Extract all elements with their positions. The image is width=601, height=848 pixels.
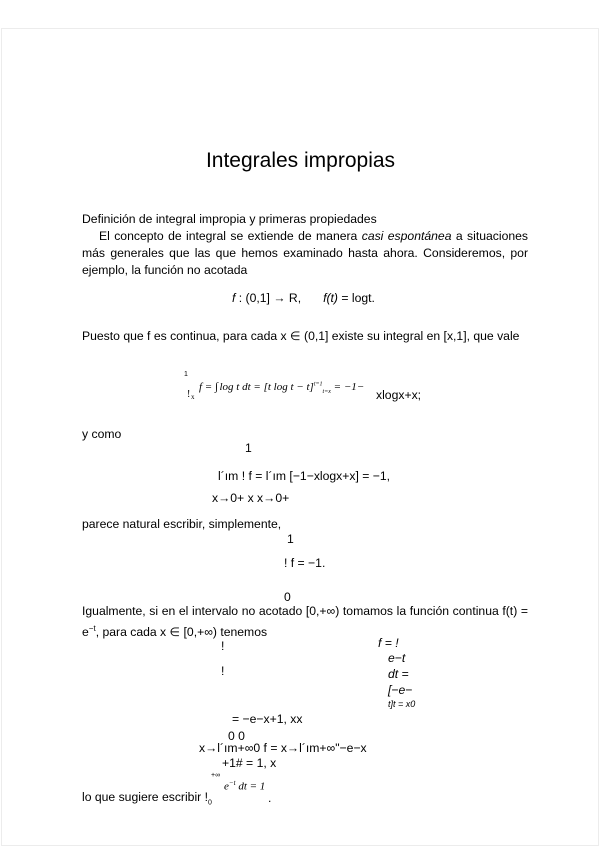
eq5-bang2: ! [221,664,225,678]
p4-text-b: , para cada x ∈ [0,+∞) tenemos [95,625,268,640]
eq3-sub: x→0+ x x→0+ [212,491,290,505]
eq2-tail: xlogx+x; [376,388,422,402]
last-int-e: e [224,780,229,793]
eq1-ft: f(t) [323,291,338,305]
equation-function-def [232,291,375,306]
eq4-bottom: 0 [284,590,291,604]
eq1-domain: : (0,1] → R, [235,291,302,305]
eq4-main: ! f = −1. [284,556,326,570]
eq5-line3: x→l´ım+∞0 f = x→l´ım+∞"−e−x [199,741,367,755]
eq2-int-mark: ! [187,389,191,400]
last-int-rest: dt = 1 [235,780,266,793]
intro-emphasis: casi espontánea [361,229,452,243]
section-heading: Definición de integral impropia y primeras propiedades [82,212,377,226]
paragraph-exponential [82,603,528,641]
eq2-lower-limit: x [191,393,195,401]
conclusion-integral [224,779,265,793]
eq2-upper-limit: 1 [184,371,188,378]
eq5-line2: 0 0 [228,729,245,743]
intro-text-a: El concepto de integral se extiende de manera [99,229,362,243]
last-sub: 0 [208,799,212,807]
eq5-line1: = −e−x+1, xx [232,712,303,726]
conclusion-period: . [268,791,272,805]
paragraph-natural: parece natural escribir, simplemente, [82,517,282,531]
eq5-right4: [−e− [388,683,413,697]
eq3-top: 1 [245,441,252,455]
eq2-formula-a: f = ∫ [199,381,218,393]
page-title: Integrales impropias [205,149,396,172]
last-text: lo que sugiere escribir ! [82,790,208,804]
paragraph-intro [82,228,528,279]
eq4-top: 1 [287,532,294,546]
eq3-main: l´ım ! f = l´ım [−1−xlogx+x] = −1, [218,469,391,483]
eq2-bounds-low: t=x [322,389,331,396]
last-int-sup: −t [228,779,236,787]
eq5-line4: +1# = 1, x [222,756,277,770]
eq2-formula-b: log t dt = [t log t − t] [219,381,314,393]
eq2-bounds-up: t=1 [313,381,323,388]
intro-text-b: a situaciones más generales que las que hemos examinado hasta ahora. Consideremos, por ejemplo, la función no acotada [82,229,528,277]
eq5-line5: +∞ [211,772,221,779]
p4-sup: −t [88,624,96,633]
eq1-f: f [232,291,236,305]
eq5-right1: f = ! [378,636,399,650]
eq5-right3: dt = [388,667,409,681]
eq5-bang1: ! [221,639,225,653]
eq2-formula [199,381,364,395]
paragraph-continuity: Puesto que f es continua, para cada x ∈ (0,1] existe su integral en [x,1], que vale [82,329,520,343]
eq1-logt: = logt. [337,291,375,305]
text-conclusion [82,790,212,810]
eq2-result: = −1− [333,381,365,393]
eq5-right2: e−t [388,651,406,665]
text-y-como: y como [82,427,122,441]
p4-text-a: Igualmente, si en el intervalo no acotado [0,+∞) tomamos la función continua f(t) = e [82,604,528,640]
eq5-right5: t]t = x0 [388,699,416,709]
